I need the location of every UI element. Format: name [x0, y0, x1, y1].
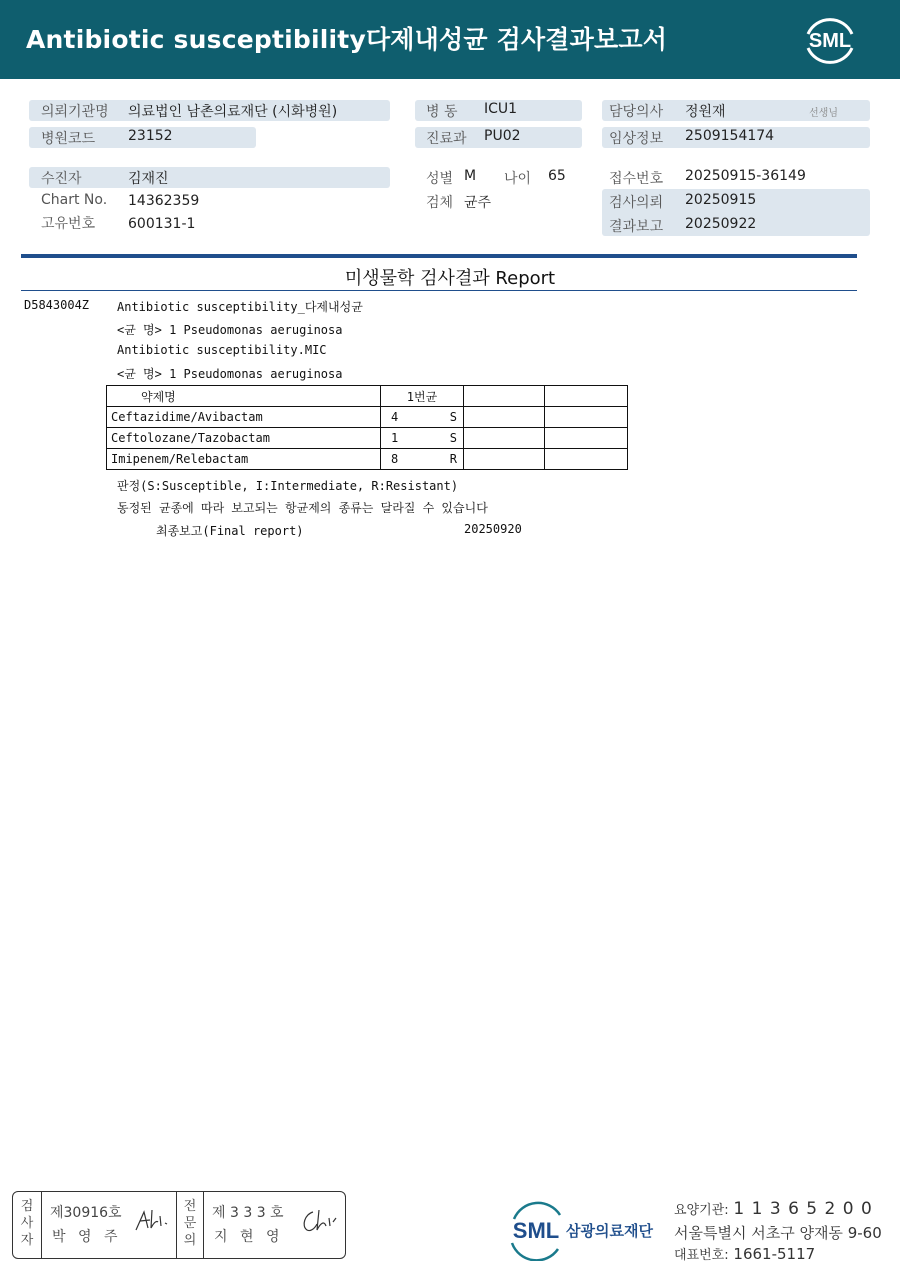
footer-code-label: 요양기관:	[674, 1203, 729, 1218]
header-isolate: 1번균	[381, 386, 464, 407]
empty-cell	[464, 449, 545, 470]
result-value: 20250922	[685, 216, 757, 232]
institution-label: 의뢰기관명	[41, 104, 109, 120]
signature-box	[12, 1191, 346, 1259]
result-label: 결과보고	[609, 219, 664, 235]
specialist-license: 제 3 3 3 호	[212, 1205, 284, 1221]
table-header-row	[107, 386, 628, 407]
specialist-info-col	[204, 1192, 344, 1258]
unique-value: 600131-1	[128, 216, 196, 232]
tester-name: 박 영 주	[52, 1229, 122, 1245]
tester-label: 검 사 자	[20, 1199, 34, 1248]
footer-code-line	[674, 1199, 873, 1219]
footer-phone-line	[674, 1244, 815, 1263]
doctor-label: 담당의사	[609, 104, 664, 120]
hospital-code-label: 병원코드	[41, 131, 96, 147]
interpretation: S	[449, 410, 457, 424]
test-code: D5843004Z	[24, 298, 90, 312]
mic-value: 1	[391, 431, 399, 445]
header-drug: 약제명	[107, 386, 381, 407]
age-label: 나이	[504, 171, 532, 187]
empty-cell	[464, 407, 545, 428]
drug-name: Ceftazidime/Avibactam	[107, 407, 381, 428]
specimen-value: 균주	[464, 195, 492, 211]
chart-value: 14362359	[128, 193, 200, 209]
footer-phone-label: 대표번호:	[674, 1248, 729, 1263]
tester-license: 제30916호	[50, 1205, 122, 1221]
specialist-signature-icon	[299, 1206, 337, 1236]
table-row	[107, 428, 628, 449]
mic-cell	[381, 407, 464, 428]
table-row	[107, 407, 628, 428]
patient-value: 김재진	[128, 171, 169, 187]
interpretation-legend: 판정(S:Susceptible, I:Intermediate, R:Resistant)	[117, 479, 459, 493]
empty-cell	[545, 449, 628, 470]
dept-value: PU02	[484, 128, 521, 144]
patient-bar	[29, 167, 390, 188]
mic-value: 4	[391, 410, 399, 424]
footer-code: 1 1 3 6 5 2 0 0	[733, 1199, 873, 1219]
patient-label: 수진자	[41, 171, 82, 187]
sex-value: M	[464, 168, 477, 184]
report-line-3: Antibiotic susceptibility.MIC	[117, 343, 327, 357]
tester-label-col	[13, 1192, 42, 1258]
interpretation: R	[449, 452, 457, 466]
logo-text: SML	[808, 30, 852, 52]
ward-value: ICU1	[484, 101, 518, 117]
receipt-label: 접수번호	[609, 171, 664, 187]
specialist-label-col	[177, 1192, 204, 1258]
mic-cell	[381, 449, 464, 470]
mic-value: 8	[391, 452, 399, 466]
specialist-label: 전 문 의	[183, 1199, 197, 1248]
interpretation: S	[449, 431, 457, 445]
sml-logo	[800, 12, 860, 68]
footer-phone: 1661-5117	[733, 1245, 816, 1263]
final-report-label: 최종보고(Final report)	[156, 524, 304, 538]
doctor-suffix: 선생님	[809, 108, 838, 119]
footer-address: 서울특별시 서초구 양재동 9-60	[674, 1224, 882, 1242]
report-line-2: <균 명> 1 Pseudomonas aeruginosa	[117, 323, 343, 337]
specialist-name: 지 현 영	[214, 1229, 284, 1245]
ward-label: 병 동	[426, 104, 458, 120]
drug-name: Ceftolozane/Tazobactam	[107, 428, 381, 449]
request-value: 20250915	[685, 192, 757, 208]
footer-logo-text: SML	[512, 1218, 560, 1243]
final-report-date: 20250920	[464, 522, 522, 536]
report-line-4: <균 명> 1 Pseudomonas aeruginosa	[117, 367, 343, 381]
footer-logo	[508, 1201, 668, 1265]
unique-label: 고유번호	[41, 216, 96, 232]
drug-name: Imipenem/Relebactam	[107, 449, 381, 470]
susceptibility-table	[106, 385, 628, 470]
clinical-label: 임상정보	[609, 131, 664, 147]
empty-cell	[545, 428, 628, 449]
empty-cell	[545, 407, 628, 428]
report-header	[0, 0, 900, 79]
chart-label: Chart No.	[41, 192, 108, 208]
report-line-1: Antibiotic susceptibility_다제내성균	[117, 300, 363, 314]
footer-org-name: 삼광의료재단	[566, 1222, 653, 1240]
report-title: Antibiotic susceptibility다제내성균 검사결과보고서	[26, 25, 668, 54]
clinical-value: 2509154174	[685, 128, 775, 144]
hospital-code-value: 23152	[128, 128, 173, 144]
header-empty-1	[464, 386, 545, 407]
report-section-title: 미생물학 검사결과 Report	[344, 268, 556, 289]
section-rule-thin	[21, 290, 857, 291]
request-label: 검사의뢰	[609, 195, 664, 211]
doctor-value: 정원재	[685, 104, 726, 120]
header-empty-2	[545, 386, 628, 407]
sex-label: 성별	[426, 171, 454, 187]
section-rule-thick	[21, 254, 857, 258]
tester-signature-icon	[134, 1206, 170, 1236]
tester-info-col	[42, 1192, 177, 1258]
specimen-label: 검체	[426, 195, 454, 211]
empty-cell	[464, 428, 545, 449]
dept-label: 진료과	[426, 131, 467, 147]
table-row	[107, 449, 628, 470]
receipt-value: 20250915-36149	[685, 168, 806, 184]
report-note: 동정된 균종에 따라 보고되는 항균제의 종류는 달라질 수 있습니다	[117, 501, 488, 515]
institution-value: 의료법인 남촌의료재단 (시화병원)	[128, 104, 338, 120]
age-value: 65	[548, 168, 566, 184]
mic-cell	[381, 428, 464, 449]
